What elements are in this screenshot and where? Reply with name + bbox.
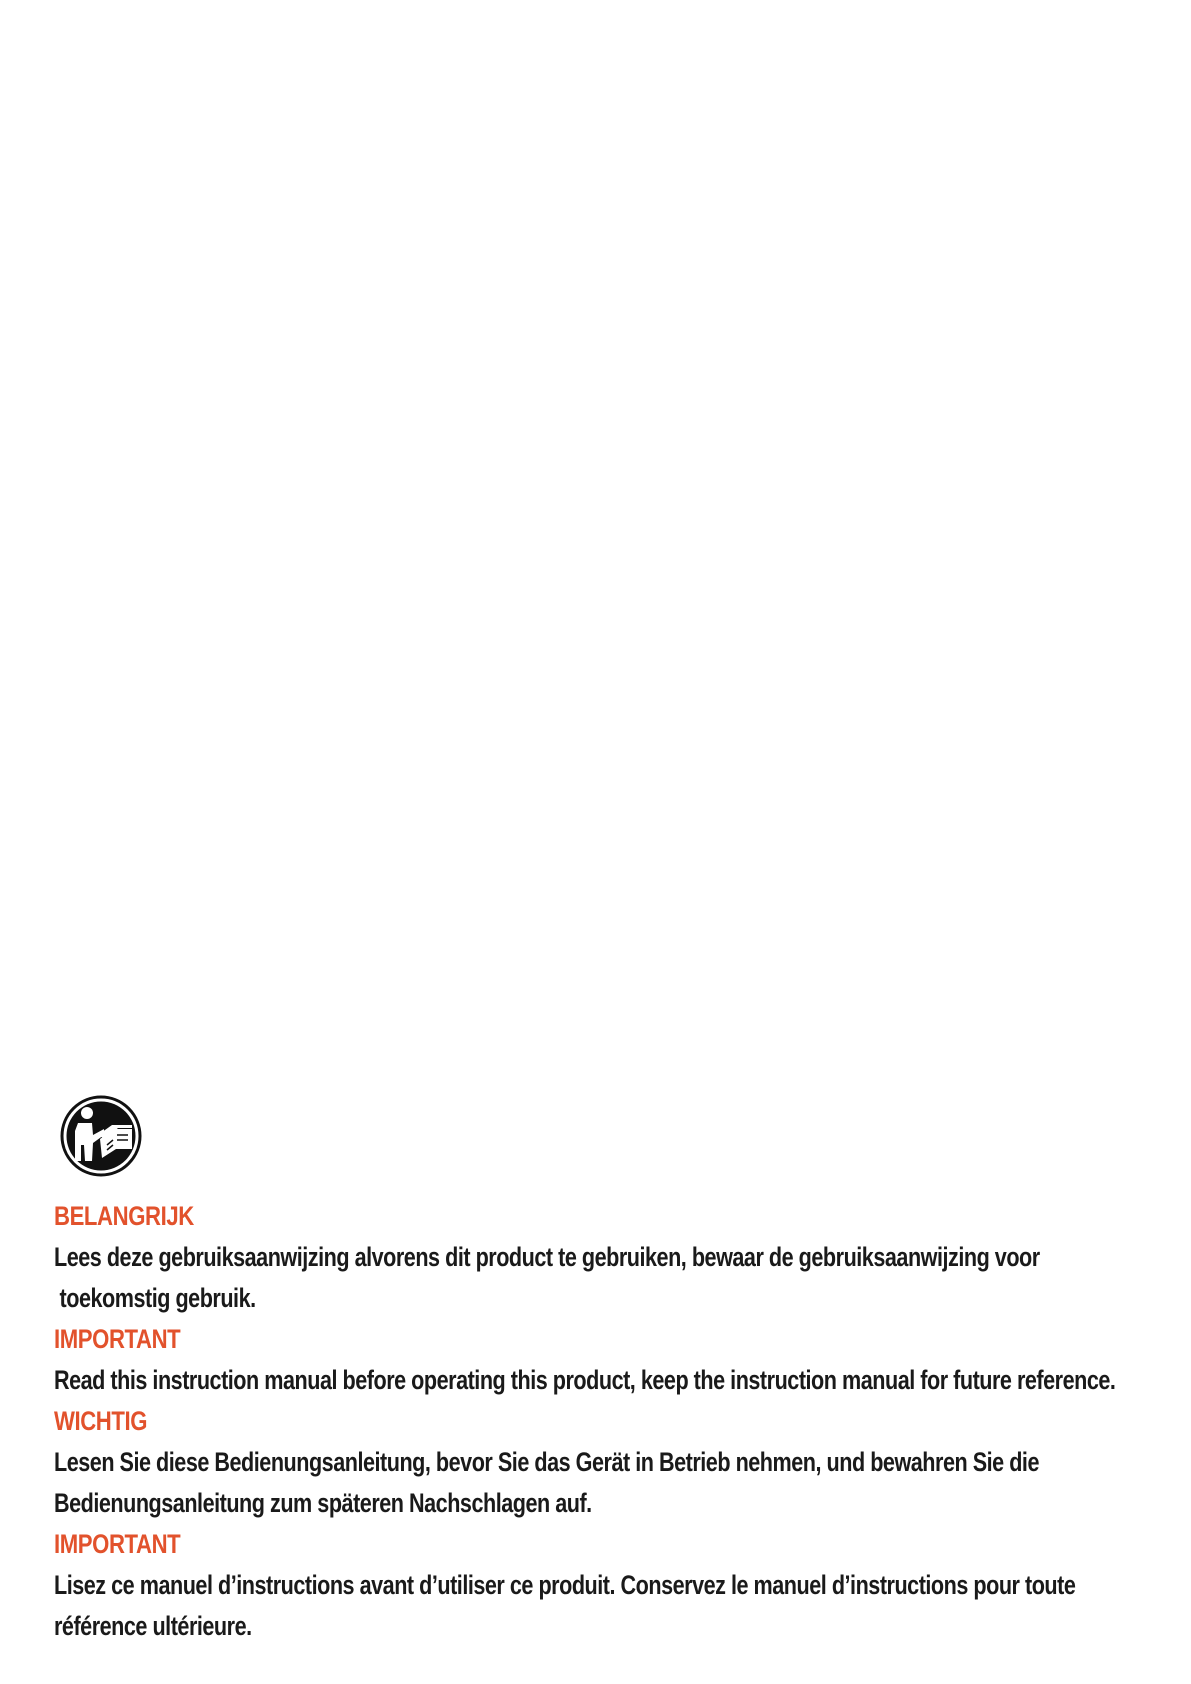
notice-body xyxy=(54,1237,1164,1319)
notice-line: Read this instruction manual before operating this product, keep the instruction manual for future reference. xyxy=(54,1365,1116,1395)
notice-heading: IMPORTANT xyxy=(54,1324,181,1354)
notice-body xyxy=(54,1565,1164,1647)
notice-german xyxy=(54,1401,1164,1524)
notice-line: Lisez ce manuel d’instructions avant d’utiliser ce produit. Conservez le manuel d’instructions pour toute xyxy=(54,1570,1076,1600)
notice-line: référence ultérieure. xyxy=(54,1611,252,1641)
notice-heading: BELANGRIJK xyxy=(54,1201,194,1231)
notice-french xyxy=(54,1524,1164,1647)
notice-line: Lesen Sie diese Bedienungsanleitung, bevor Sie das Gerät in Betrieb nehmen, und bewahren Sie die xyxy=(54,1447,1039,1477)
notice-line: Lees deze gebruiksaanwijzing alvorens dit product te gebruiken, bewaar de gebruiksaanwijzing voor xyxy=(54,1242,1040,1272)
notice-heading: WICHTIG xyxy=(54,1406,148,1436)
safety-notices xyxy=(54,1196,1164,1647)
notice-body xyxy=(54,1360,1164,1401)
notice-dutch xyxy=(54,1196,1164,1319)
notice-english xyxy=(54,1319,1164,1401)
notice-line: toekomstig gebruik. xyxy=(54,1283,256,1313)
notice-line: Bedienungsanleitung zum späteren Nachschlagen auf. xyxy=(54,1488,592,1518)
notice-heading: IMPORTANT xyxy=(54,1529,181,1559)
notice-body xyxy=(54,1442,1164,1524)
read-manual-icon xyxy=(60,1095,142,1177)
